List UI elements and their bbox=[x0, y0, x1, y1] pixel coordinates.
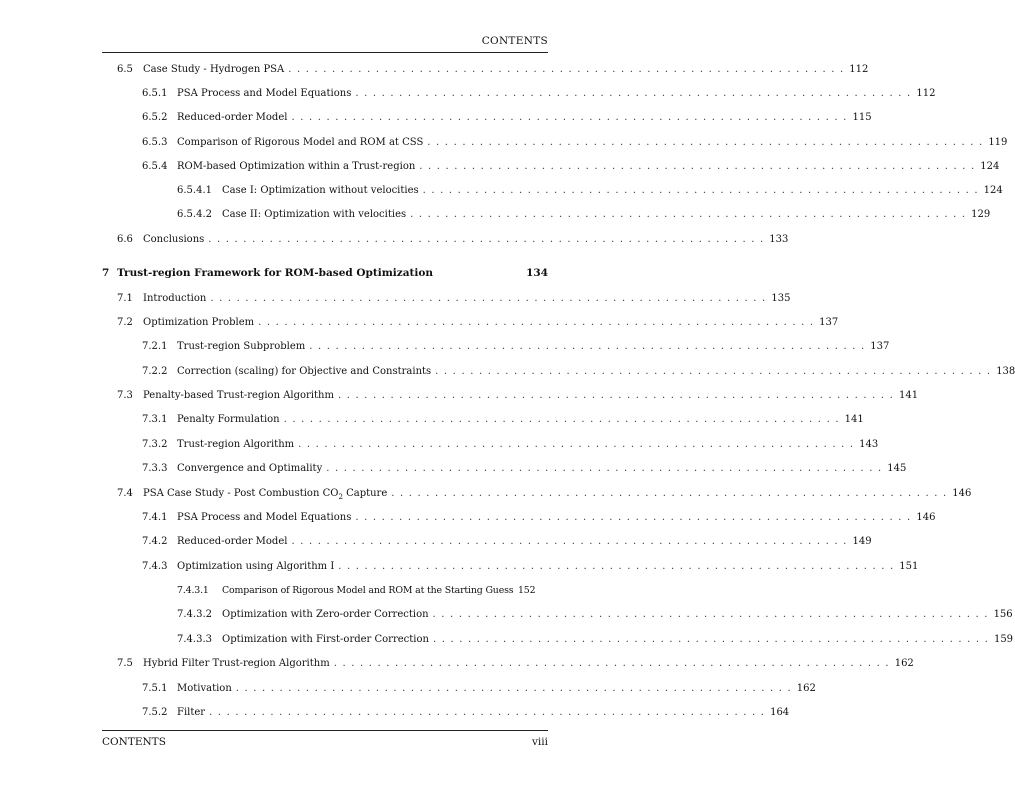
running-header: CONTENTS bbox=[481, 35, 548, 47]
entry-page: 141 bbox=[844, 414, 864, 425]
entry-page: 124 bbox=[980, 161, 1000, 172]
entry-title: PSA Process and Model Equations bbox=[177, 512, 352, 523]
entry-title bbox=[143, 487, 391, 500]
chapter-title: Trust-region Framework for ROM-based Optimization bbox=[117, 267, 434, 279]
leader-dots: . . . . . . . . . . . . . . . . . . . . . . . . . . . . . . . . . . . . . . . . . . . . . . . . . . . . . . . . . . . . . . . . bbox=[355, 512, 912, 523]
entry-number: 7.3.3 bbox=[142, 463, 168, 474]
chapter-number: 7 bbox=[102, 267, 110, 279]
entry-page: 133 bbox=[769, 234, 789, 245]
toc-entry[interactable] bbox=[177, 584, 548, 597]
leader-dots: . . . . . . . . . . . . . . . . . . . . . . . . . . . . . . . . . . . . . . . . . . . . . . . . . . . . . . . . . . . . . . . . bbox=[435, 366, 992, 377]
entry-number: 7.1 bbox=[117, 293, 133, 304]
entry-page: 138 bbox=[996, 366, 1015, 377]
leader-dots: . . . . . . . . . . . . . . . . . . . . . . . . . . . . . . . . . . . . . . . . . . . . . . . . . . . . . . . . . . . . . . . . bbox=[235, 683, 792, 694]
entry-title: Optimization with First-order Correction bbox=[222, 634, 429, 645]
entry-title: ROM-based Optimization within a Trust-region bbox=[177, 161, 416, 172]
leader-dots: . . . . . . . . . . . . . . . . . . . . . . . . . . . . . . . . . . . . . . . . . . . . . . . . . . . . . . . . . . . . . . . . bbox=[291, 112, 848, 123]
entry-page: 115 bbox=[852, 112, 872, 123]
entry-title: Optimization with Zero-order Correction bbox=[222, 609, 429, 620]
entry-title: Introduction bbox=[143, 293, 207, 304]
entry-page: 124 bbox=[983, 185, 1003, 196]
leader-dots: . . . . . . . . . . . . . . . . . . . . . . . . . . . . . . . . . . . . . . . . . . . . . . . . . . . . . . . . . . . . . . . . bbox=[208, 234, 765, 245]
entry-number: 7.4.1 bbox=[142, 512, 168, 523]
toc-entry[interactable] bbox=[142, 706, 790, 719]
leader-dots: . . . . . . . . . . . . . . . . . . . . . . . . . . . . . . . . . . . . . . . . . . . . . . . . . . . . . . . . . . . . . . . . bbox=[309, 341, 866, 352]
entry-number: 6.5.3 bbox=[142, 137, 168, 148]
leader-dots: . . . . . . . . . . . . . . . . . . . . . . . . . . . . . . . . . . . . . . . . . . . . . . . . . . . . . . . . . . . . . . . . bbox=[258, 317, 815, 328]
toc-entry[interactable] bbox=[142, 535, 872, 548]
entry-page: 146 bbox=[952, 488, 972, 499]
leader-dots: . . . . . . . . . . . . . . . . . . . . . . . . . . . . . . . . . . . . . . . . . . . . . . . . . . . . . . . . . . . . . . . . bbox=[419, 161, 976, 172]
leader-dots: . . . . . . . . . . . . . . . . . . . . . . . . . . . . . . . . . . . . . . . . . . . . . . . . . . . . . . . . . . . . . . . . bbox=[422, 185, 979, 196]
entry-number: 7.5.2 bbox=[142, 707, 168, 718]
entry-number: 7.4.3.1 bbox=[177, 585, 209, 596]
toc-chapter-entry[interactable] bbox=[102, 267, 548, 280]
entry-number: 6.6 bbox=[117, 234, 133, 245]
leader-dots: . . . . . . . . . . . . . . . . . . . . . . . . . . . . . . . . . . . . . . . . . . . . . . . . . . . . . . . . . . . . . . . . bbox=[337, 390, 895, 401]
title-text: Capture bbox=[342, 488, 388, 499]
chapter-page: 134 bbox=[526, 267, 548, 279]
toc-entry[interactable] bbox=[142, 682, 816, 695]
leader-dots: . . . . . . . . . . . . . . . . . . . . . . . . . . . . . . . . . . . . . . . . . . . . . . . . . . . . . . . . . . . . . . . . bbox=[333, 658, 890, 669]
entry-title: Case I: Optimization without velocities bbox=[222, 185, 419, 196]
entry-number: 6.5 bbox=[117, 64, 133, 75]
leader-dots: . . . . . . . . . . . . . . . . . . . . . . . . . . . . . . . . . . . . . . . . . . . . . . . . . . . . . . . . . . . . . . . . bbox=[210, 293, 767, 304]
toc-entry[interactable] bbox=[142, 111, 872, 124]
leader-dots: . . . . . . . . . . . . . . . . . . . . . . . . . . . . . . . . . . . . . . . . . . . . . . . . . . . . . . . . . . . . . . . . bbox=[326, 463, 883, 474]
entry-number: 7.3.1 bbox=[142, 414, 168, 425]
entry-number: 7.2.1 bbox=[142, 341, 168, 352]
subscript-2: 2 bbox=[338, 493, 343, 501]
entry-title: Case II: Optimization with velocities bbox=[222, 209, 407, 220]
entry-page: 135 bbox=[771, 293, 791, 304]
entry-title: Reduced-order Model bbox=[177, 112, 288, 123]
toc-entry[interactable] bbox=[142, 136, 1008, 149]
entry-number: 7.4.2 bbox=[142, 536, 168, 547]
entry-page: 141 bbox=[898, 390, 919, 401]
footer-rule bbox=[102, 730, 548, 731]
page-number: viii bbox=[531, 736, 548, 748]
entry-number: 7.2 bbox=[117, 317, 133, 328]
leader-dots: . . . . . . . . . . . . . . . . . . . . . . . . . . . . . . . . . . . . . . . . . . . . . . . . . . . . . . . . . . . . . . . . bbox=[427, 137, 984, 148]
leader-dots: . . . . . . . . . . . . . . . . . . . . . . . . . . . . . . . . . . . . . . . . . . . . . . . . . . . . . . . . . . . . . . . . bbox=[391, 488, 948, 499]
leader-dots: . . . . . . . . . . . . . . . . . . . . . . . . . . . . . . . . . . . . . . . . . . . . . . . . . . . . . . . . . . . . . . . . bbox=[432, 634, 990, 645]
toc-entry[interactable] bbox=[117, 487, 972, 501]
entry-number: 7.4 bbox=[117, 488, 133, 499]
toc-entry[interactable] bbox=[142, 87, 936, 100]
toc-entry[interactable] bbox=[142, 511, 936, 524]
toc-entry[interactable] bbox=[117, 389, 919, 402]
entry-title: PSA Process and Model Equations bbox=[177, 88, 352, 99]
entry-page: 145 bbox=[887, 463, 907, 474]
footer-label: CONTENTS bbox=[102, 736, 166, 748]
entry-title: Case Study - Hydrogen PSA bbox=[143, 64, 285, 75]
leader-dots: . . . . . . . . . . . . . . . . . . . . . . . . . . . . . . . . . . . . . . . . . . . . . . . . . . . . . . . . . . . . . . . . bbox=[291, 536, 848, 547]
entry-title: Convergence and Optimality bbox=[177, 463, 323, 474]
entry-number: 6.5.4.1 bbox=[177, 185, 212, 196]
entry-title: Trust-region Algorithm bbox=[177, 439, 295, 450]
entry-number: 6.5.4 bbox=[142, 161, 168, 172]
entry-number: 7.5.1 bbox=[142, 683, 168, 694]
entry-title: Optimization using Algorithm I bbox=[177, 561, 335, 572]
leader-dots: . . . . . . . . . . . . . . . . . . . . . . . . . . . . . . . . . . . . . . . . . . . . . . . . . . . . . . . . . . . . . . . . bbox=[432, 609, 989, 620]
toc-entry[interactable] bbox=[177, 184, 1003, 197]
entry-title: Penalty Formulation bbox=[177, 414, 280, 425]
entry-page: 156 bbox=[993, 609, 1013, 620]
entry-page: 151 bbox=[899, 561, 919, 572]
running-footer bbox=[102, 736, 548, 748]
entry-title: Conclusions bbox=[143, 234, 205, 245]
entry-title: Correction (scaling) for Objective and Constraints bbox=[177, 366, 432, 377]
entry-title: Motivation bbox=[177, 683, 232, 694]
entry-page: 164 bbox=[770, 707, 790, 718]
entry-number: 7.5 bbox=[117, 658, 133, 669]
leader-dots: . . . . . . . . . . . . . . . . . . . . . . . . . . . . . . . . . . . . . . . . . . . . . . . . . . . . . . . . . . . . . . . . bbox=[298, 439, 855, 450]
entry-number: 7.4.3.2 bbox=[177, 609, 212, 620]
toc-entry[interactable] bbox=[142, 462, 907, 475]
toc-entry[interactable] bbox=[142, 365, 1015, 378]
toc-entry[interactable] bbox=[142, 160, 1000, 173]
entry-page: 112 bbox=[849, 64, 869, 75]
toc-entry[interactable] bbox=[142, 413, 864, 426]
entry-title: Comparison of Rigorous Model and ROM at CSS bbox=[177, 137, 424, 148]
entry-number: 7.2.2 bbox=[142, 366, 168, 377]
entry-title: Reduced-order Model bbox=[177, 536, 288, 547]
header-rule bbox=[102, 52, 548, 53]
toc-entry[interactable] bbox=[142, 438, 879, 451]
entry-number: 7.3 bbox=[117, 390, 133, 401]
entry-page: 146 bbox=[916, 512, 936, 523]
toc-entry[interactable] bbox=[142, 560, 919, 573]
leader-dots: . . . . . . . . . . . . . . . . . . . . . . . . . . . . . . . . . . . . . . . . . . . . . . . . . . . . . . . . . . . . . . . . bbox=[410, 209, 967, 220]
entry-page: 112 bbox=[916, 88, 936, 99]
entry-page: 137 bbox=[870, 341, 890, 352]
toc-entry[interactable] bbox=[117, 657, 914, 670]
entry-page: 137 bbox=[819, 317, 839, 328]
entry-title: Optimization Problem bbox=[143, 317, 255, 328]
entry-number: 7.4.3 bbox=[142, 561, 168, 572]
entry-page: 159 bbox=[993, 634, 1014, 645]
entry-number: 7.4.3.3 bbox=[177, 634, 212, 645]
entry-number: 6.5.1 bbox=[142, 88, 168, 99]
entry-number: 6.5.2 bbox=[142, 112, 168, 123]
toc-entry[interactable] bbox=[177, 608, 1013, 621]
toc-entry[interactable] bbox=[117, 292, 791, 305]
leader-dots: . . . . . . . . . . . . . . . . . . . . . . . . . . . . . . . . . . . . . . . . . . . . . . . . . . . . . . . . . . . . . . . . bbox=[209, 707, 766, 718]
entry-page: 162 bbox=[796, 683, 816, 694]
entry-title: Filter bbox=[177, 707, 206, 718]
entry-title: Hybrid Filter Trust-region Algorithm bbox=[143, 658, 330, 669]
toc-entry[interactable] bbox=[117, 233, 789, 246]
entry-page: 152 bbox=[517, 585, 536, 596]
entry-number: 6.5.4.2 bbox=[177, 209, 212, 220]
entry-title: Trust-region Subproblem bbox=[177, 341, 306, 352]
toc-entry[interactable] bbox=[117, 63, 869, 76]
entry-title: Comparison of Rigorous Model and ROM at the Starting Guess bbox=[222, 585, 514, 596]
toc-entry[interactable] bbox=[177, 208, 991, 221]
entry-page: 149 bbox=[852, 536, 872, 547]
entry-page: 143 bbox=[859, 439, 879, 450]
title-text: PSA Case Study - Post Combustion CO bbox=[143, 488, 339, 499]
toc-entry[interactable] bbox=[117, 316, 839, 329]
leader-dots: . . . . . . . . . . . . . . . . . . . . . . . . . . . . . . . . . . . . . . . . . . . . . . . . . . . . . . . . . . . . . . . . bbox=[283, 414, 840, 425]
toc-entry[interactable] bbox=[142, 340, 890, 353]
entry-page: 129 bbox=[971, 209, 991, 220]
entry-number: 7.3.2 bbox=[142, 439, 168, 450]
entry-page: 119 bbox=[988, 137, 1008, 148]
toc-entry[interactable] bbox=[177, 633, 1014, 646]
entry-page: 162 bbox=[894, 658, 914, 669]
leader-dots: . . . . . . . . . . . . . . . . . . . . . . . . . . . . . . . . . . . . . . . . . . . . . . . . . . . . . . . . . . . . . . . . bbox=[355, 88, 912, 99]
leader-dots: . . . . . . . . . . . . . . . . . . . . . . . . . . . . . . . . . . . . . . . . . . . . . . . . . . . . . . . . . . . . . . . . bbox=[338, 561, 895, 572]
entry-title: Penalty-based Trust-region Algorithm bbox=[143, 390, 334, 401]
leader-dots: . . . . . . . . . . . . . . . . . . . . . . . . . . . . . . . . . . . . . . . . . . . . . . . . . . . . . . . . . . . . . . . . bbox=[288, 64, 845, 75]
